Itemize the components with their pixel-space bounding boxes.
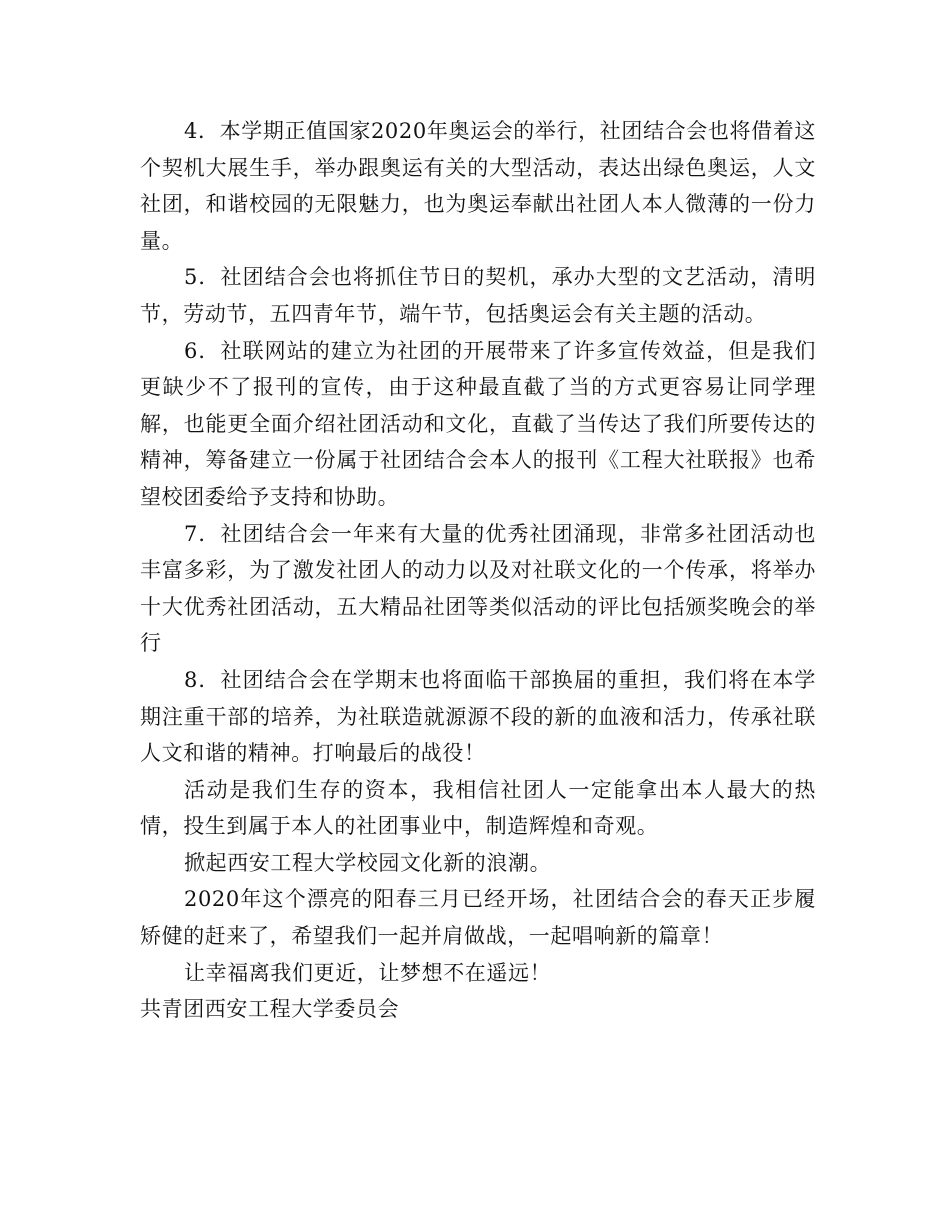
- paragraph-item-5: 5．社团结合会也将抓住节日的契机，承办大型的文艺活动，清明节，劳动节，五四青年节，端午节，包括奥运会有关主题的活动。: [140, 265, 816, 326]
- paragraph-item-6: 6．社联网站的建立为社团的开展带来了许多宣传效益，但是我们更缺少不了报刊的宣传，由于这种最直截了当的方式更容易让同学理解，也能更全面介绍社团活动和文化，直截了当传达了我们所要传达的精神，筹备建立一份属于社团结合会本人的报刊《工程大社联报》也希望校团委给予支持和协助。: [140, 338, 816, 509]
- paragraph-activities: 活动是我们生存的资本，我相信社团人一定能拿出本人最大的热情，投生到属于本人的社团事业中，制造辉煌和奇观。: [140, 777, 816, 839]
- paragraph-spring: 2020年这个漂亮的阳春三月已经开场，社团结合会的春天正步履矫健的赶来了，希望我们一起并肩做战，一起唱响新的篇章！: [140, 887, 816, 949]
- paragraph-item-7: 7．社团结合会一年来有大量的优秀社团涌现，非常多社团活动也丰富多彩，为了激发社团人的动力以及对社联文化的一个传承，将举办十大优秀社团活动，五大精品社团等类似活动的评比包括颁奖晚会的举行: [140, 521, 816, 656]
- paragraph-closing: 让幸福离我们更近，让梦想不在遥远！: [184, 960, 552, 985]
- paragraph-item-8: 8．社团结合会在学期末也将面临干部换届的重担，我们将在本学期注重干部的培养，为社联造就源源不段的新的血液和活力，传承社联人文和谐的精神。打响最后的战役！: [140, 667, 816, 766]
- document-body: [140, 113, 816, 1028]
- paragraph-item-4: 4．本学期正值国家2020年奥运会的举行，社团结合会也将借着这个契机大展生手，举办跟奥运有关的大型活动，表达出绿色奥运，人文社团，和谐校园的无限魅力，也为奥运奉献出社团人本人微薄的一份力量。: [140, 119, 816, 253]
- paragraph-campus-culture: 掀起西安工程大学校园文化新的浪潮。: [184, 850, 552, 875]
- signature: 共青团西安工程大学委员会: [140, 997, 400, 1022]
